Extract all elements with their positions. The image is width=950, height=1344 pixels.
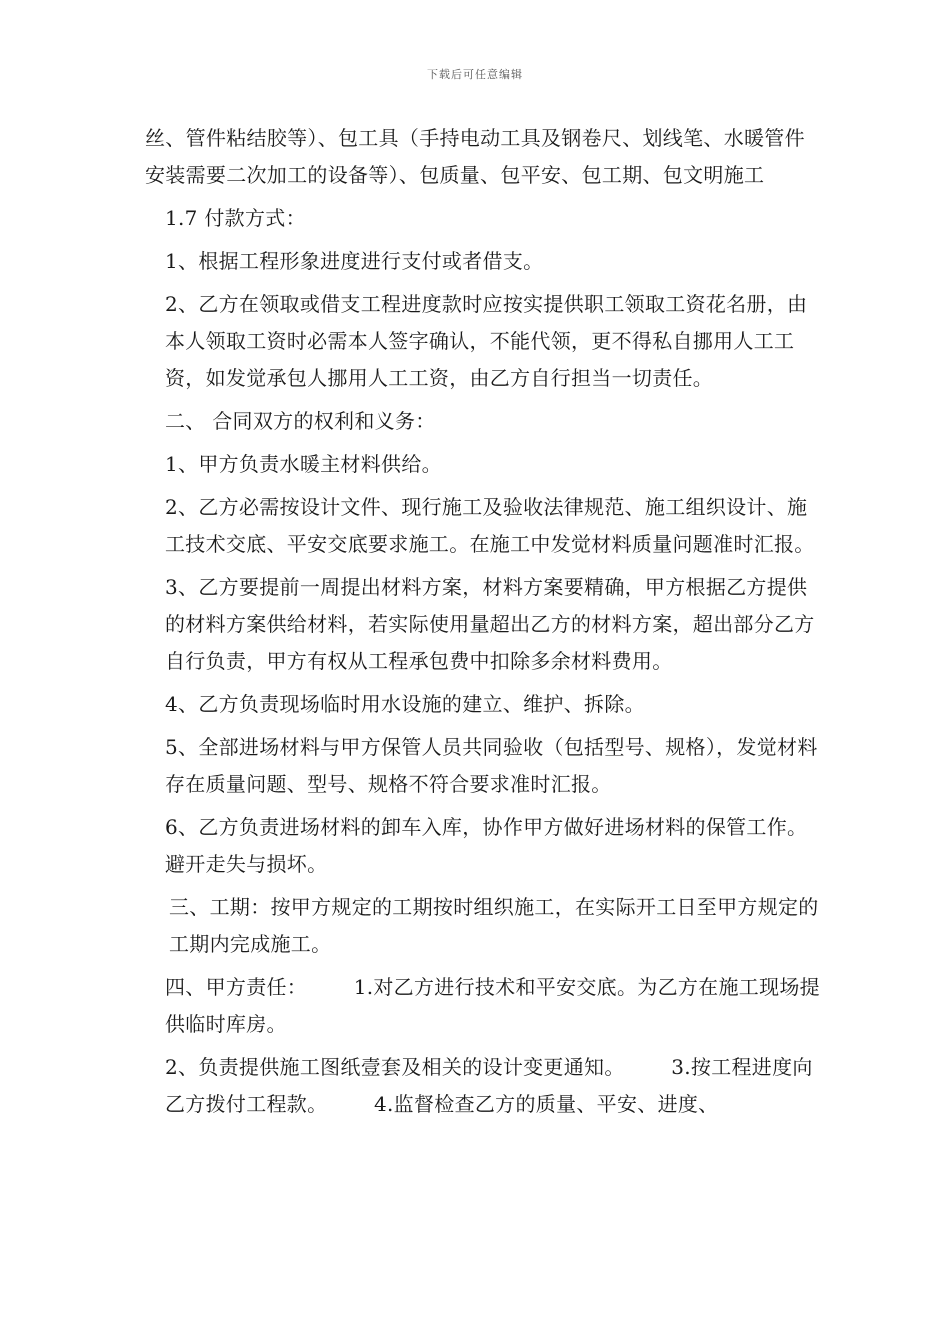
paragraph-rights-item-6: 6、乙方负责进场材料的卸车入库，协作甲方做好进场材料的保管工作。避开走失与损坏。 (165, 815, 808, 876)
page-header: 下载后可任意编辑 (427, 68, 523, 81)
document-body (145, 120, 825, 1129)
paragraph-payment-item-2: 2、乙方在领取或借支工程进度款时应按实提供职工领取工资花名册，由本人领取工资时必需本人签字确认，不能代领，更不得私自挪用人工工资，如发觉承包人挪用人工工资，由乙方自行担当一切责任。 (165, 292, 808, 390)
paragraph-scope-continuation: 丝、管件粘结胶等）、包工具（手持电动工具及钢卷尺、划线笔、水暖管件安装需要二次加工的设备等）、包质量、包平安、包工期、包文明施工 (145, 126, 805, 187)
paragraph-rights-item-2: 2、乙方必需按设计文件、现行施工及验收法律规范、施工组织设计、施工技术交底、平安交底要求施工。在施工中发觉材料质量问题准时汇报。 (165, 495, 815, 556)
paragraph-rights-heading: 二、 合同双方的权利和义务： (165, 409, 436, 433)
paragraph-schedule: 三、工期：按甲方规定的工期按时组织施工，在实际开工日至甲方规定的工期内完成施工。 (169, 895, 819, 956)
paragraph-rights-item-1: 1、甲方负责水暖主材料供给。 (165, 452, 442, 476)
paragraph-rights-item-5: 5、全部进场材料与甲方保管人员共同验收（包括型号、规格），发觉材料存在质量问题、型号、规格不符合要求准时汇报。 (165, 735, 818, 796)
paragraph-party-a-item-2: 2、负责提供施工图纸壹套及相关的设计变更通知。 3.按工程进度向乙方拨付工程款。 4.监督检查乙方的质量、平安、进度、 (165, 1055, 813, 1116)
paragraph-party-a-duties: 四、甲方责任： 1.对乙方进行技术和平安交底。为乙方在施工现场提供临时库房。 (165, 975, 820, 1036)
paragraph-payment-item-1: 1、根据工程形象进度进行支付或者借支。 (165, 249, 544, 273)
paragraph-payment-method-heading: 1.7 付款方式： (165, 206, 306, 230)
paragraph-rights-item-4: 4、乙方负责现场临时用水设施的建立、维护、拆除。 (165, 692, 645, 716)
paragraph-rights-item-3: 3、乙方要提前一周提出材料方案，材料方案要精确，甲方根据乙方提供的材料方案供给材料，若实际使用量超出乙方的材料方案，超出部分乙方自行负责，甲方有权从工程承包费中扣除多余材料费用。 (165, 575, 815, 673)
